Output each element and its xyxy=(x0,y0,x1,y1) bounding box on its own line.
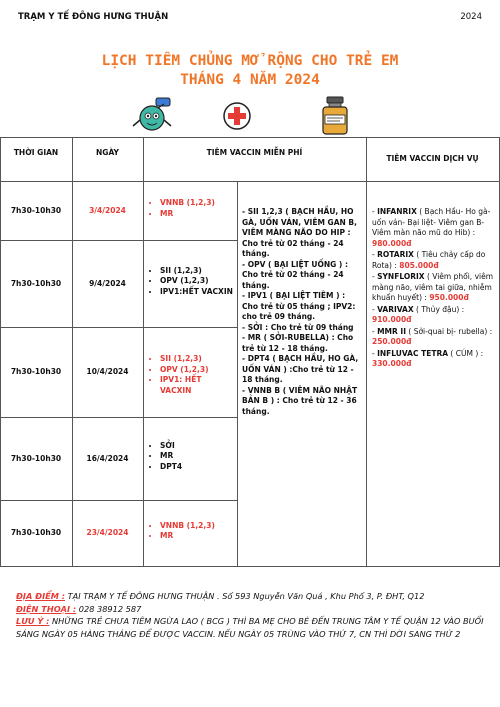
service-vaccine-desc: ( Thủy đậu) : xyxy=(413,304,465,314)
phone-label: ĐIỆN THOẠI : xyxy=(16,603,77,614)
service-vaccine-desc: ( Tiêu chảy cấp do Rota) : xyxy=(372,250,486,270)
service-vaccine-name: ROTARIX xyxy=(377,250,414,259)
row-vaccine-list xyxy=(146,441,234,473)
phone-text: 028 38912 587 xyxy=(78,603,142,614)
vaccine-item: • MR xyxy=(160,451,234,462)
row-date: 9/4/2024 xyxy=(89,278,126,288)
service-vaccine-item: - INFANRIX ( Bạch Hầu- Ho gà-uốn ván- Bại liệt- Viêm gan B- Viêm màn não mũ do Hib) : 980.000đ xyxy=(372,207,491,248)
free-desc-line: - DPT4 ( BẠCH HẦU, HO GÀ, UỐN VÁN ) :Cho trẻ từ 12 - 18 tháng. xyxy=(242,354,359,384)
page-title xyxy=(0,52,500,90)
vaccine-mascot-icon xyxy=(130,96,176,136)
service-vaccine-item: - VARIVAX ( Thủy đậu) : 910.000đ xyxy=(372,304,465,324)
service-vaccine-name: INFLUVAC TETRA xyxy=(377,348,449,358)
icon-row xyxy=(0,96,500,136)
service-vaccine-item: - MMR II ( Sởi-quai bị- rubella) : 250.000đ xyxy=(372,326,493,346)
footer-info xyxy=(16,590,484,640)
location-label: ĐỊA ĐIỂM : xyxy=(16,591,65,601)
row-vaccine-list xyxy=(146,521,234,542)
service-vaccine-desc: ( Sởi-quai bị- rubella) : xyxy=(406,326,493,336)
service-vaccine-name: VARIVAX xyxy=(377,304,414,314)
header-day: NGÀY xyxy=(96,148,119,157)
service-vaccine-price: 805.000đ xyxy=(399,260,439,270)
service-vaccine-list xyxy=(372,207,496,371)
row-vaccine-list xyxy=(146,198,234,219)
title-line-2: THÁNG 4 NĂM 2024 xyxy=(180,72,320,88)
service-vaccine-item: - SYNFLORIX ( Viêm phổi, viêm màng não, viêm tai giữa, nhiễm khuẩn huyết) : 950.000đ xyxy=(372,272,494,302)
header-service-vaccine: TIÊM VACCIN DỊCH VỤ xyxy=(386,154,479,163)
vaccine-item: • VNNB (1,2,3) xyxy=(160,521,234,532)
vaccine-item: • OPV (1,2,3) xyxy=(160,276,234,287)
header-time: THỜI GIAN xyxy=(13,148,59,157)
vaccine-item: • DPT4 xyxy=(160,462,234,473)
free-desc-line: - IPV1 ( BẠI LIỆT TIÊM ) : Cho trẻ từ 05 tháng ; IPV2: cho trẻ 09 tháng. xyxy=(242,291,356,321)
row-time: 7h30-10h30 xyxy=(10,367,62,376)
free-desc-line: - SII 1,2,3 ( BẠCH HẦU, HO GÀ, UỐN VÁN, VIÊM GAN B, VIÊM MÀNG NÃO DO HIP : Cho trẻ từ 02 tháng - 24 tháng. xyxy=(242,207,357,258)
vaccine-item: • IPV1: HẾT VACXIN xyxy=(160,375,234,396)
free-desc-line: - SỞI : Cho trẻ từ 09 tháng xyxy=(242,322,354,332)
note-text: NHỮNG TRẺ CHƯA TIÊM NGỪA LAO ( BCG ) THÌ BA MẸ CHO BÉ ĐẾN TRUNG TÂM Y TẾ QUẬN 12 VÀO BUỔI SÁNG NGÀY 05 HÀNG THÁNG ĐỂ ĐƯỢC VACCIN. NẾU NGÀY 05 TRÙNG VÀO THỨ 7, CN THÌ DỜI SANG THỨ 2 xyxy=(16,616,484,639)
service-vaccine-price: 330.000đ xyxy=(372,359,412,368)
schedule-table xyxy=(0,137,500,567)
vaccine-item: • VNNB (1,2,3) xyxy=(160,198,234,209)
service-vaccine-name: MMR II xyxy=(377,326,406,336)
service-vaccine-desc: ( CÚM ) : xyxy=(448,348,484,358)
service-vaccine-price: 250.000đ xyxy=(372,337,412,346)
service-vaccine-item: - ROTARIX ( Tiêu chảy cấp do Rota) : 805.000đ xyxy=(372,250,486,270)
free-desc-line: - MR ( SỞI-RUBELLA) : Cho trẻ từ 12 - 18 tháng. xyxy=(242,333,354,353)
vaccine-item: • MR xyxy=(160,209,234,220)
org-name: TRẠM Y TẾ ĐÔNG HƯNG THUẬN xyxy=(18,12,169,22)
service-vaccine-item: - INFLUVAC TETRA ( CÚM ) : 330.000đ xyxy=(372,348,484,368)
row-time: 7h30-10h30 xyxy=(10,528,62,537)
vaccine-item: • IPV1:HẾT VACXIN xyxy=(160,287,234,298)
page-header xyxy=(18,12,482,22)
year-label: 2024 xyxy=(460,12,482,22)
note-label: LƯU Ý : xyxy=(16,616,50,626)
row-date: 3/4/2024 xyxy=(89,205,126,215)
free-desc-line: - VNNB B ( VIÊM NÃO NHẬT BẢN B ) : Cho trẻ từ 12 - 36 tháng. xyxy=(242,385,358,416)
row-date: 23/4/2024 xyxy=(86,528,129,537)
header-free-vaccine: TIÊM VACCIN MIỄN PHÍ xyxy=(206,148,303,157)
title-line-1: LỊCH TIÊM CHỦNG MỞ RỘNG CHO TRẺ EM xyxy=(101,53,399,69)
medical-cross-icon xyxy=(222,101,252,131)
service-vaccine-price: 950.000đ xyxy=(429,293,469,302)
vaccine-item: • SII (1,2,3) xyxy=(160,354,234,365)
service-vaccine-desc: ( Viêm phổi, viêm màng não, viêm tai giữa, nhiễm khuẩn huyết) : xyxy=(372,272,494,302)
note-line xyxy=(16,615,484,640)
row-time: 7h30-10h30 xyxy=(10,205,62,215)
row-date: 16/4/2024 xyxy=(86,453,129,463)
service-vaccine-desc: ( Bạch Hầu- Ho gà-uốn ván- Bại liệt- Viêm gan B- Viêm màn não mũ do Hib) : xyxy=(372,207,491,237)
location-line xyxy=(16,590,484,603)
vaccine-vial-icon xyxy=(318,96,352,136)
service-vaccine-name: INFANRIX xyxy=(377,207,417,216)
vaccine-item: • SỞI xyxy=(160,441,234,452)
location-text: TẠI TRẠM Y TẾ ĐÔNG HƯNG THUẬN . Số 593 Nguyễn Văn Quá , Khu Phố 3, P. ĐHT, Q12 xyxy=(67,591,425,601)
vaccine-item: • OPV (1,2,3) xyxy=(160,365,234,376)
free-vaccine-description xyxy=(242,207,362,417)
row-vaccine-list xyxy=(146,266,234,298)
row-time: 7h30-10h30 xyxy=(10,278,62,288)
vaccine-item: • SII (1,2,3) xyxy=(160,266,234,277)
vaccine-item: • MR xyxy=(160,531,234,542)
row-time: 7h30-10h30 xyxy=(10,453,62,463)
row-vaccine-list xyxy=(146,354,234,396)
service-vaccine-price: 980.000đ xyxy=(372,238,412,248)
service-vaccine-price: 910.000đ xyxy=(372,315,412,324)
free-desc-line: - OPV ( BẠI LIỆT UỐNG ) : Cho trẻ từ 02 tháng - 24 tháng. xyxy=(242,259,348,290)
row-date: 10/4/2024 xyxy=(86,367,129,376)
phone-line xyxy=(16,603,484,616)
service-vaccine-name: SYNFLORIX xyxy=(377,272,425,281)
